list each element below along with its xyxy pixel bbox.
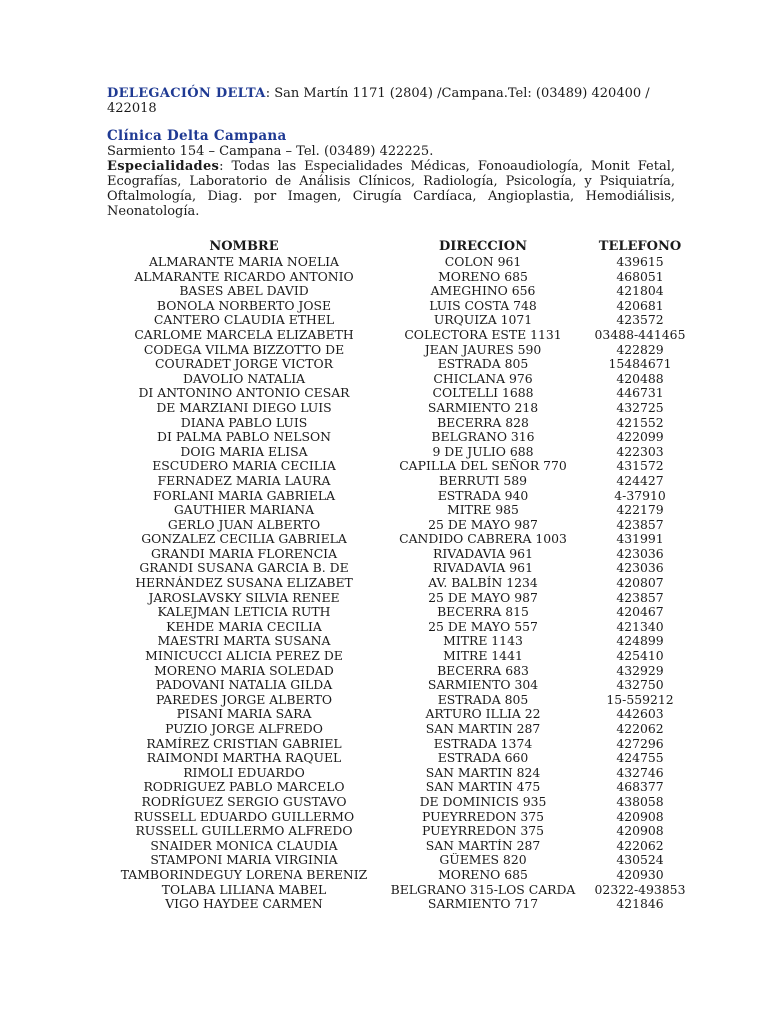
cell-name: RUSSELL GUILLERMO ALFREDO <box>135 824 353 839</box>
cell-name: HERNÁNDEZ SUSANA ELIZABET <box>135 576 353 591</box>
specialties-line-3: Oftalmología, Diag. por Imagen, Cirugía Cardíaca, Angioplastia, Hemodiálisis, <box>107 189 675 204</box>
delegation-address-cont: 422018 <box>107 101 157 116</box>
cell-name: DAVOLIO NATALIA <box>182 371 306 386</box>
cell-name: SNAIDER MONICA CLAUDIA <box>150 838 338 853</box>
specialties-line-2: Ecografías, Laboratorio de Análisis Clínicos, Radiología, Psicología, y Psiquiatría, <box>107 174 675 189</box>
cell-phone: 425410 <box>616 649 664 664</box>
cell-phone: 15-559212 <box>606 692 674 707</box>
cell-address: URQUIZA 1071 <box>433 313 533 328</box>
header-block <box>107 86 675 219</box>
cell-phone: 4-37910 <box>614 488 666 503</box>
cell-address: MITRE 1441 <box>443 649 523 664</box>
table-row <box>105 386 697 401</box>
table-row <box>105 634 697 649</box>
cell-name: MAESTRI MARTA SUSANA <box>157 634 331 649</box>
cell-name: ALMARANTE RICARDO ANTONIO <box>134 269 354 284</box>
table-body <box>105 255 697 912</box>
cell-name: GRANDI MARIA FLORENCIA <box>150 546 338 561</box>
cell-address: SAN MARTIN 287 <box>425 722 541 736</box>
cell-address: BERRUTI 589 <box>439 473 527 488</box>
cell-address: COLECTORA ESTE 1131 <box>404 327 562 342</box>
cell-name: CODEGA VILMA BIZZOTTO DE <box>143 342 345 357</box>
cell-name: RIMOLI EDUARDO <box>183 765 305 780</box>
table-row <box>105 518 697 533</box>
table-row <box>105 795 697 810</box>
cell-address: 9 DE JULIO 688 <box>432 444 534 459</box>
cell-phone: 468377 <box>616 780 664 795</box>
cell-address: MITRE 985 <box>447 503 519 518</box>
table-row <box>105 328 697 343</box>
cell-phone: 423036 <box>616 546 664 561</box>
table-row <box>105 649 697 664</box>
cell-address: AMEGHINO 656 <box>430 284 536 299</box>
cell-address: SAN MARTÍN 287 <box>425 838 541 853</box>
table-row <box>105 489 697 504</box>
cell-phone: 420908 <box>616 824 664 839</box>
cell-phone: 03488-441465 <box>594 327 686 342</box>
table-row <box>105 576 697 591</box>
cell-name: BASES ABEL DAVID <box>179 284 309 299</box>
cell-phone: 422179 <box>616 503 664 518</box>
cell-name: GONZALEZ CECILIA GABRIELA <box>141 532 347 547</box>
cell-phone: 422062 <box>616 722 664 736</box>
cell-phone: 423857 <box>616 517 664 532</box>
table-row <box>105 707 697 722</box>
delegation-address: : San Martín 1171 (2804) /Campana.Tel: (03489) 420400 / <box>265 86 650 101</box>
cell-name: RUSSELL EDUARDO GUILLERMO <box>133 809 355 824</box>
cell-name: FORLANI MARIA GABRIELA <box>152 488 336 503</box>
table-header <box>105 240 697 255</box>
cell-address: BECERRA 815 <box>437 605 529 620</box>
cell-name: RAIMONDI MARTHA RAQUEL <box>146 751 342 766</box>
cell-phone: 468051 <box>616 269 664 284</box>
cell-name: DIANA PABLO LUIS <box>180 415 308 430</box>
cell-address: AV. BALBÍN 1234 <box>428 576 538 591</box>
cell-name: VIGO HAYDEE CARMEN <box>165 897 323 912</box>
cell-address: COLTELLI 1688 <box>432 386 534 401</box>
cell-name: BONOLA NORBERTO JOSE <box>156 298 332 313</box>
cell-name: JAROSLAVSKY SILVIA RENEE <box>148 590 340 605</box>
cell-phone: 420467 <box>616 605 664 620</box>
cell-name: RODRÍGUEZ SERGIO GUSTAVO <box>141 794 347 809</box>
cell-phone: 421846 <box>616 897 664 912</box>
table-row <box>105 343 697 358</box>
professionals-table <box>105 240 697 912</box>
table-row <box>105 357 697 372</box>
table-row <box>105 503 697 518</box>
cell-address: JEAN JAURES 590 <box>424 342 542 357</box>
cell-phone: 424755 <box>616 751 664 766</box>
cell-address: ESTRADA 805 <box>437 357 529 372</box>
cell-phone: 421552 <box>616 415 664 430</box>
cell-phone: 423857 <box>616 590 664 605</box>
cell-phone: 431991 <box>616 532 664 547</box>
cell-phone: 439615 <box>616 255 664 269</box>
cell-address: SARMIENTO 717 <box>427 897 539 912</box>
cell-phone: 420908 <box>616 809 664 824</box>
table-row <box>105 780 697 795</box>
delegation-line <box>107 86 675 101</box>
cell-address: BELGRANO 316 <box>431 430 535 445</box>
cell-name: DOIG MARIA ELISA <box>180 444 308 459</box>
cell-address: SARMIENTO 218 <box>427 400 539 415</box>
cell-phone: 427296 <box>616 736 664 751</box>
table-row <box>105 824 697 839</box>
cell-name: PADOVANI NATALIA GILDA <box>155 678 333 693</box>
cell-address: CHICLANA 976 <box>433 371 533 386</box>
header-phone: TELÉFONO <box>598 240 682 254</box>
cell-address: PUEYRREDON 375 <box>421 824 544 839</box>
cell-name: GERLO JUAN ALBERTO <box>167 517 321 532</box>
cell-phone: 442603 <box>616 707 664 722</box>
cell-phone: 432746 <box>616 765 664 780</box>
cell-address: MORENO 685 <box>438 269 528 284</box>
cell-name: RODRIGUEZ PABLO MARCELO <box>143 780 345 795</box>
specialties-label: Especialidades <box>107 159 220 174</box>
table-row <box>105 430 697 445</box>
specialties-line-4: Neonatología. <box>107 204 200 219</box>
table-row <box>105 722 697 737</box>
cell-name: TAMBORINDEGUY LORENA BERENIZ <box>120 867 368 882</box>
table-row <box>105 401 697 416</box>
table-row <box>105 532 697 547</box>
specialties-line-1 <box>107 159 675 174</box>
cell-name: PISANI MARIA SARA <box>176 707 312 722</box>
cell-address: MITRE 1143 <box>443 634 523 649</box>
cell-address: CANDIDO CABRERA 1003 <box>399 532 567 547</box>
cell-phone: 432725 <box>616 400 664 415</box>
clinic-address: Sarmiento 154 – Campana – Tel. (03489) 422225. <box>107 144 434 159</box>
cell-address: RIVADAVIA 961 <box>433 561 533 576</box>
table-row <box>105 270 697 285</box>
cell-phone: 431572 <box>616 459 664 474</box>
cell-phone: 420930 <box>616 867 664 882</box>
table-row <box>105 445 697 460</box>
cell-address: ESTRADA 805 <box>437 692 529 707</box>
cell-address: ESTRADA 940 <box>437 488 529 503</box>
cell-address: 25 DE MAYO 557 <box>428 619 538 634</box>
cell-address: MORENO 685 <box>438 867 528 882</box>
cell-phone: 438058 <box>616 794 664 809</box>
cell-name: STAMPONI MARIA VIRGINIA <box>150 853 338 868</box>
cell-name: DI ANTONINO ANTONIO CESAR <box>138 386 350 401</box>
cell-phone: 420807 <box>616 576 664 591</box>
header-address: DIRECCION <box>438 240 528 254</box>
cell-phone: 421340 <box>616 619 664 634</box>
cell-name: FERNADEZ MARIA LAURA <box>157 473 331 488</box>
cell-address: BELGRANO 315-LOS CARDA <box>390 882 576 897</box>
cell-address: CAPILLA DEL SEÑOR 770 <box>399 459 567 474</box>
clinic-title: Clínica Delta Campana <box>107 128 287 144</box>
table-row <box>105 416 697 431</box>
table-row <box>105 751 697 766</box>
cell-address: 25 DE MAYO 987 <box>428 590 538 605</box>
cell-address: RIVADAVIA 961 <box>433 546 533 561</box>
cell-phone: 420681 <box>616 298 664 313</box>
cell-name: GAUTHIER MARIANA <box>173 503 315 518</box>
table-row <box>105 561 697 576</box>
table-row <box>105 737 697 752</box>
table-row <box>105 459 697 474</box>
cell-address: ESTRADA 1374 <box>433 736 533 751</box>
cell-address: SARMIENTO 304 <box>427 678 539 693</box>
table-row <box>105 591 697 606</box>
table-row <box>105 255 697 270</box>
cell-name: MINICUCCI ALICIA PEREZ DE <box>145 649 343 664</box>
table-row <box>105 313 697 328</box>
cell-phone: 424899 <box>616 634 664 649</box>
cell-name: RAMÍREZ CRISTIAN GABRIEL <box>146 736 342 751</box>
table-row <box>105 693 697 708</box>
cell-phone: 422099 <box>616 430 664 445</box>
table-row <box>105 766 697 781</box>
cell-address: LUIS COSTA 748 <box>429 298 537 313</box>
cell-name: CARLOME MARCELA ELIZABETH <box>134 327 354 342</box>
cell-address: ESTRADA 660 <box>437 751 529 766</box>
cell-name: KALEJMAN LETICIA RUTH <box>157 605 331 620</box>
table-row <box>105 474 697 489</box>
table-row <box>105 547 697 562</box>
cell-name: GRANDI SUSANA GARCIA B. DE <box>139 561 349 576</box>
cell-address: 25 DE MAYO 987 <box>428 517 538 532</box>
cell-phone: 422303 <box>616 444 664 459</box>
table-row <box>105 839 697 854</box>
table-row <box>105 620 697 635</box>
cell-name: DI PALMA PABLO NELSON <box>157 430 331 445</box>
cell-address: SAN MARTIN 824 <box>425 765 541 780</box>
cell-phone: 15484671 <box>608 357 672 372</box>
cell-address: SAN MARTIN 475 <box>425 780 541 795</box>
cell-phone: 432929 <box>616 663 664 678</box>
cell-phone: 421804 <box>616 284 664 299</box>
cell-phone: 430524 <box>616 853 664 868</box>
table-row <box>105 897 697 912</box>
cell-address: COLON 961 <box>444 255 522 269</box>
cell-address: ARTURO ILLIA 22 <box>425 707 541 722</box>
cell-phone: 422062 <box>616 838 664 853</box>
table-row <box>105 605 697 620</box>
cell-address: GÜEMES 820 <box>439 853 527 868</box>
cell-address: BECERRA 683 <box>437 663 529 678</box>
cell-name: PAREDES JORGE ALBERTO <box>155 692 333 707</box>
cell-name: KEHDE MARIA CECILIA <box>166 619 322 634</box>
table-row <box>105 853 697 868</box>
cell-phone: 432750 <box>616 678 664 693</box>
cell-phone: 446731 <box>616 386 664 401</box>
cell-name: DE MARZIANI DIEGO LUIS <box>156 400 332 415</box>
table-row <box>105 284 697 299</box>
cell-phone: 424427 <box>616 473 664 488</box>
cell-address: PUEYRREDON 375 <box>421 809 544 824</box>
cell-name: TOLABA LILIANA MABEL <box>161 882 327 897</box>
cell-phone: 02322-493853 <box>594 882 686 897</box>
cell-name: PUZIO JORGE ALFREDO <box>165 722 323 736</box>
cell-phone: 422829 <box>616 342 664 357</box>
specialties-text-1: : Todas las Especialidades Médicas, Fonoaudiología, Monit Fetal, <box>219 159 675 174</box>
cell-name: COURADET JORGE VICTOR <box>155 357 333 372</box>
header-name: NOMBRE <box>209 240 279 254</box>
cell-phone: 423036 <box>616 561 664 576</box>
table-row <box>105 678 697 693</box>
table-row <box>105 810 697 825</box>
cell-name: ESCUDERO MARIA CECILIA <box>152 459 336 474</box>
table-row <box>105 372 697 387</box>
cell-address: DE DOMINICIS 935 <box>419 794 547 809</box>
cell-phone: 420488 <box>616 371 664 386</box>
delegation-title: DELEGACIÓN DELTA <box>107 86 266 101</box>
table-row <box>105 883 697 898</box>
table-row <box>105 868 697 883</box>
cell-name: MORENO MARIA SOLEDAD <box>154 663 334 678</box>
table-row <box>105 664 697 679</box>
table-row <box>105 299 697 314</box>
cell-phone: 423572 <box>616 313 664 328</box>
cell-name: ALMARANTE MARIA NOELIA <box>148 255 340 269</box>
cell-name: CANTERO CLAUDIA ETHEL <box>153 313 335 328</box>
cell-address: BECERRA 828 <box>437 415 529 430</box>
